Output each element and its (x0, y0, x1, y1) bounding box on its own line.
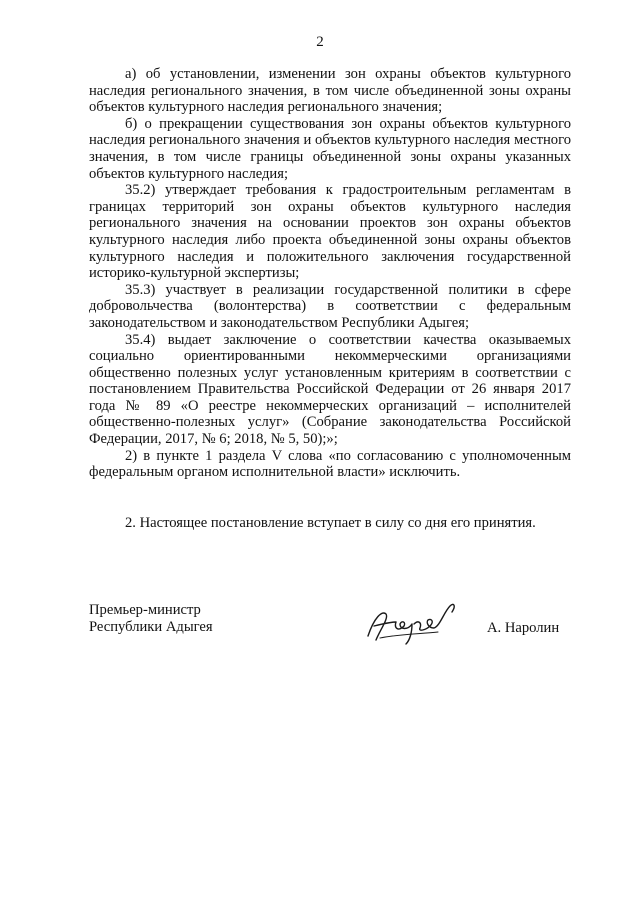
handwritten-signature (360, 600, 460, 648)
signer-title-line2: Республики Адыгея (89, 619, 213, 635)
paragraph-b: б) о прекращении существования зон охраны объектов культурного наследия регионального значения и объектов культурного наследия местного значения, в том числе границы объединенной зоны охраны указанных объектов культурного наследия; (89, 115, 571, 182)
paragraph-item-2: 2) в пункте 1 раздела V слова «по согласованию с уполномоченным федеральным органом исполнительной власти» исключить. (89, 447, 571, 481)
document-body (89, 66, 571, 481)
paragraph-35-2: 35.2) утверждает требования к градостроительным регламентам в границах территорий зон охраны объектов культурного наследия регионального значения на основании проектов зон охраны объектов культурного наследия либо проекта объединенной зоны охраны объектов культурного наследия и положительного заключения государственной историко-культурной экспертизы; (89, 182, 571, 282)
page-number: 2 (316, 34, 324, 50)
signer-title (89, 602, 213, 636)
paragraph-a: а) об установлении, изменении зон охраны объектов культурного наследия регионального значения, в том числе объединенной зоны охраны объектов культурного наследия регионального значения; (89, 66, 571, 116)
closing-paragraph: 2. Настоящее постановление вступает в силу со дня его принятия. (125, 515, 536, 531)
paragraph-35-3: 35.3) участвует в реализации государственной политики в сфере добровольчества (волонтерства) в соответствии с федеральным законодательством и законодательством Республики Адыгея; (89, 281, 571, 331)
paragraph-35-4: 35.4) выдает заключение о соответствии качества оказываемых социально ориентированными некоммерческими организациями общественно полезных услуг установленным критериям в соответствии с постановлением Правительства Российской Федерации от 26 января 2017 года № 89 «О реестре некоммерческих организаций – исполнителей общественно-полезных услуг» (Собрание законодательства Российской Федерации, 2017, № 6; 2018, № 5, 50);»; (89, 331, 571, 448)
signer-title-line1: Премьер-министр (89, 602, 201, 618)
signer-name: А. Наролин (487, 620, 560, 636)
